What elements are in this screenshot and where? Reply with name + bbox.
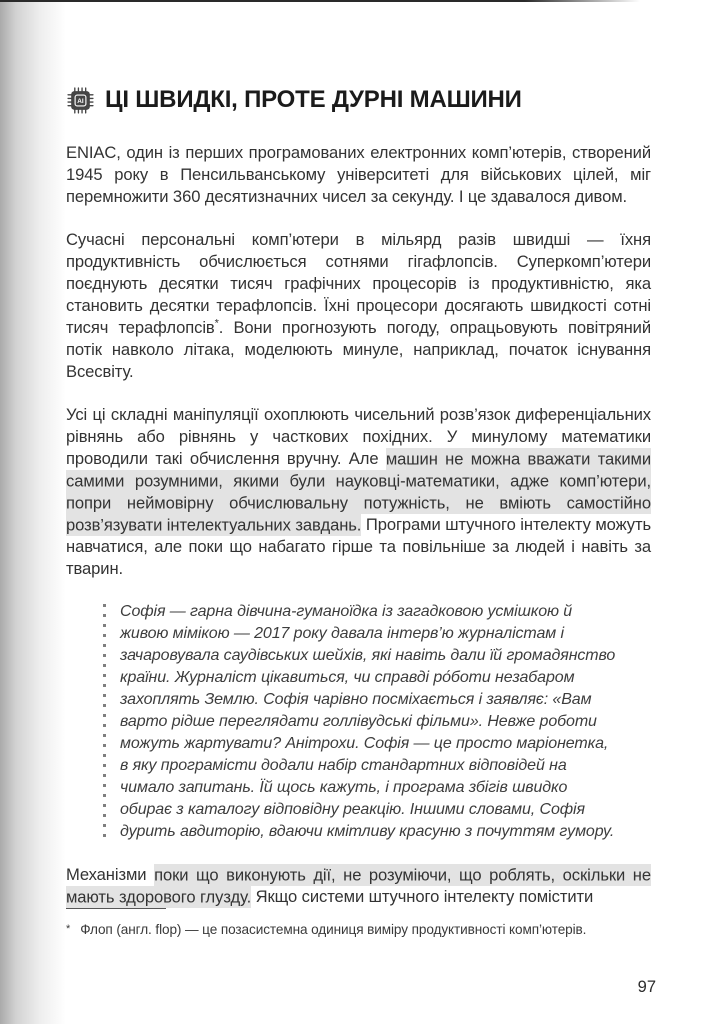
paragraph-supercomputers-text-cont: . Вони прогнозують погоду, опрацьовують повітряний потік навколо літака, моделюють минуле, наприклад, початок існування Всесвіту. — [66, 318, 651, 381]
footnote-marker: * — [66, 923, 71, 935]
paragraph-eniac — [66, 142, 651, 208]
footnote-reference-asterisk: * — [214, 317, 219, 330]
page-spine-shadow — [0, 0, 66, 1024]
paragraph-mechanisms-text: Механізми — [66, 865, 155, 884]
paragraph-mechanisms-text-cont: Якщо системи штучного інтелекту помістити — [251, 887, 594, 906]
paragraph-calculations-text: Усі ці складні маніпуляції охоплюють чисельний розв’язок диференціальних рівнянь або рівнянь у часткових похідних. У минулому математики проводили такі обчислення вручну. Але — [66, 405, 651, 468]
page-number: 97 — [637, 978, 656, 996]
paragraph-eniac-text: ENIAC, один із перших програмованих електронних комп’ютерів, створений 1945 року в Пенсильванському університеті для військових цілей, міг перемножити 360 десятизначних чисел за секунду. І це здавалося дивом. — [66, 143, 651, 206]
sophia-quote-block — [103, 601, 617, 843]
chapter-header — [66, 86, 651, 115]
chapter-title: ЦІ ШВИДКІ, ПРОТЕ ДУРНІ МАШИНИ — [105, 86, 522, 114]
highlighted-passage-machines: машин не можна вважати такими самими розумними, якими були науковці-математики, адже комп’ютери, попри неймовірну обчислювальну потужність, не вміють самостійно розв’язувати інтелектуальних завдань. — [66, 449, 651, 534]
highlighted-passage-mechanisms: поки що виконують дії, не розуміючи, що роблять, оскільки не мають здорового глузду. — [66, 865, 651, 906]
footnote-area — [66, 908, 651, 938]
footnote-text: Флоп (англ. flop) — це позасистемна одиниця виміру продуктивності комп’ютерів. — [80, 922, 587, 937]
paragraph-calculations — [66, 404, 651, 580]
paragraph-supercomputers-text: Сучасні персональні комп’ютери в мільярд разів швидші — їхня продуктивність обчислюється сотнями гігафлопсів. Суперкомп’ютери поєднують десятки тисяч графічних процесорів із продуктивністю, яка становить десятки терафлопсів. Їхні процесори досягають швидкості сотні тисяч терафлопсів — [66, 230, 651, 337]
paragraph-supercomputers — [66, 229, 651, 383]
page-top-edge — [0, 0, 640, 2]
sophia-quote-text: Софія — гарна дівчина-гуманоїдка із загадковою усмішкою й живою мімікою — 2017 року давала інтерв’ю журналістам і зачаровувала саудівських шейхів, які навіть дали їй громадянство країни. Журналіст цікавиться, чи справді ро́боти незабаром захоплять Землю. Софія чарівно посміхається і заявляє: «Вам варто рідше переглядати голлівудські фільми». Невже роботи можуть жартувати? Анітрохи. Софія — це просто маріонетка, в яку програмісти додали набір стандартних відповідей на чимало запитань. Їй щось кажуть, і програма збігів швидко обирає з каталогу відповідну реакцію. Іншими словами, Софія дурить авдиторію, вдаючи кмітливу красуню з почуттям гумору. — [120, 603, 616, 840]
ai-chip-icon-label: AI — [77, 97, 84, 105]
paragraph-mechanisms — [66, 864, 651, 908]
paragraph-calculations-text-cont: Програми штучного інтелекту можуть навчатися, але поки що набагато гірше та повільніше за людей і навіть за тварин. — [66, 515, 651, 578]
footnote — [66, 921, 651, 938]
footnote-divider — [66, 908, 166, 909]
page-content — [66, 86, 651, 929]
ai-chip-icon — [66, 86, 95, 115]
